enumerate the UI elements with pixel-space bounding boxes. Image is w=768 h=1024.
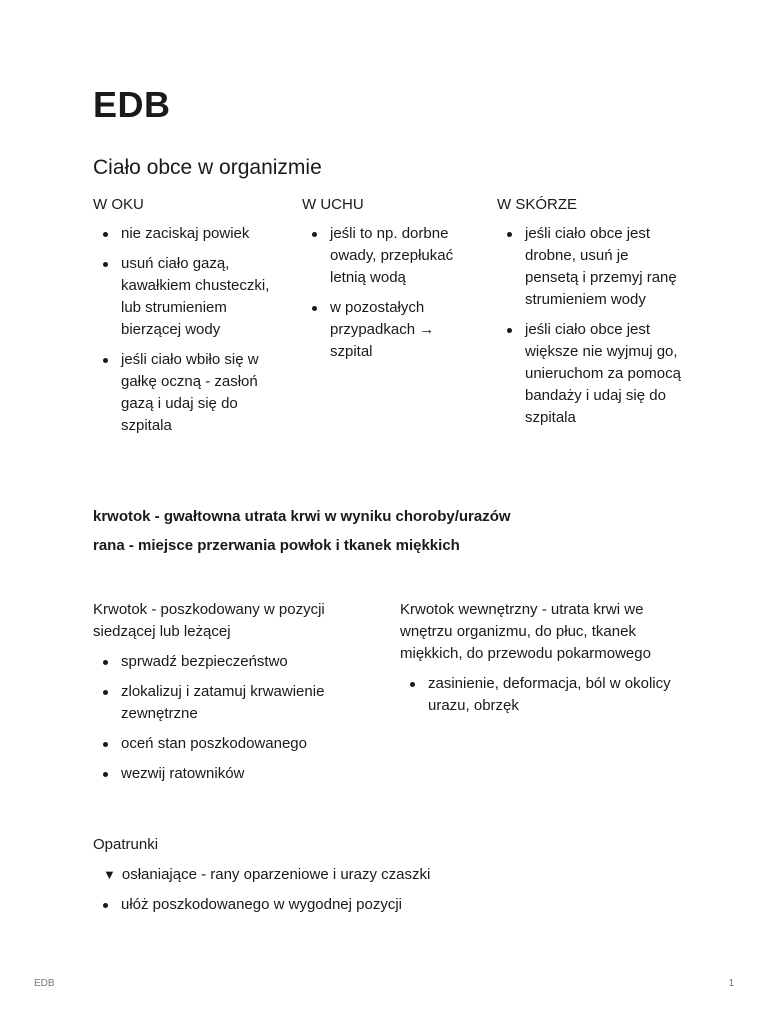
toggle-block[interactable]: [93, 864, 430, 886]
list-item: zasinienie, deformacja, ból w okolicy urazu, obrzęk: [400, 673, 690, 717]
column-skin: [497, 195, 682, 429]
document-title: EDB: [93, 84, 171, 125]
footer-title: EDB: [34, 978, 55, 989]
section-title: Ciało obce w organizmie: [93, 156, 322, 179]
list-item: w pozostałych przypadkach → szpital: [302, 297, 467, 363]
column-ear: [302, 195, 467, 363]
list-item: usuń ciało gazą, kawałkiem chusteczki, lub strumieniem bierzącej wody: [93, 253, 273, 341]
nested-bullet-list: [93, 894, 430, 916]
list-item: zlokalizuj i zatamuj krwawienie zewnętrzne: [93, 681, 383, 725]
list-item: jeśli ciało wbiło się w gałkę oczną - zasłoń gazą i udaj się do szpitala: [93, 349, 273, 437]
list-item: jeśli ciało obce jest większe nie wyjmuj go, unieruchom za pomocą bandaży i udaj się do szpitala: [497, 319, 682, 429]
definition-bleeding: krwotok - gwałtowna utrata krwi w wyniku choroby/urazów: [93, 508, 511, 525]
list-item: jeśli to np. dorbne owady, przepłukać letnią wodą: [302, 223, 467, 289]
definition-wound: rana - miejsce przerwania powłok i tkanek miękkich: [93, 537, 460, 554]
bullet-list: [497, 223, 682, 429]
toggle-label: osłaniające - rany oparzeniowe i urazy czaszki: [121, 866, 431, 883]
list-item: nie zaciskaj powiek: [93, 223, 273, 245]
dressings-section: [93, 834, 430, 916]
column-header: W UCHU: [302, 196, 364, 213]
column-heading: Krwotok wewnętrzny - utrata krwi we wnętrzu organizmu, do płuc, tkanek miękkich, do przewodu pokarmowego: [400, 601, 651, 662]
bleeding-internal-column: [400, 599, 690, 717]
column-header: W SKÓRZE: [497, 196, 578, 213]
dressings-title: Opatrunki: [93, 836, 159, 853]
list-item: ułóż poszkodowanego w wygodnej pozycji: [93, 894, 430, 916]
column-header: W OKU: [93, 196, 144, 213]
bullet-list: [93, 223, 273, 437]
triangle-down-icon[interactable]: ▼: [103, 867, 116, 882]
bleeding-external-column: [93, 599, 383, 785]
bullet-list: [302, 223, 467, 363]
column-heading: Krwotok - poszkodowany w pozycji siedzącej lub leżącej: [93, 601, 325, 640]
bullet-list: [400, 673, 690, 717]
column-eye: [93, 195, 273, 437]
list-item: oceń stan poszkodowanego: [93, 733, 383, 755]
page-number: 1: [728, 978, 734, 989]
list-item: sprwadź bezpieczeństwo: [93, 651, 383, 673]
list-item: jeśli ciało obce jest drobne, usuń je pensetą i przemyj ranę strumieniem wody: [497, 223, 682, 311]
bullet-list: [93, 651, 383, 785]
list-item: wezwij ratowników: [93, 763, 383, 785]
